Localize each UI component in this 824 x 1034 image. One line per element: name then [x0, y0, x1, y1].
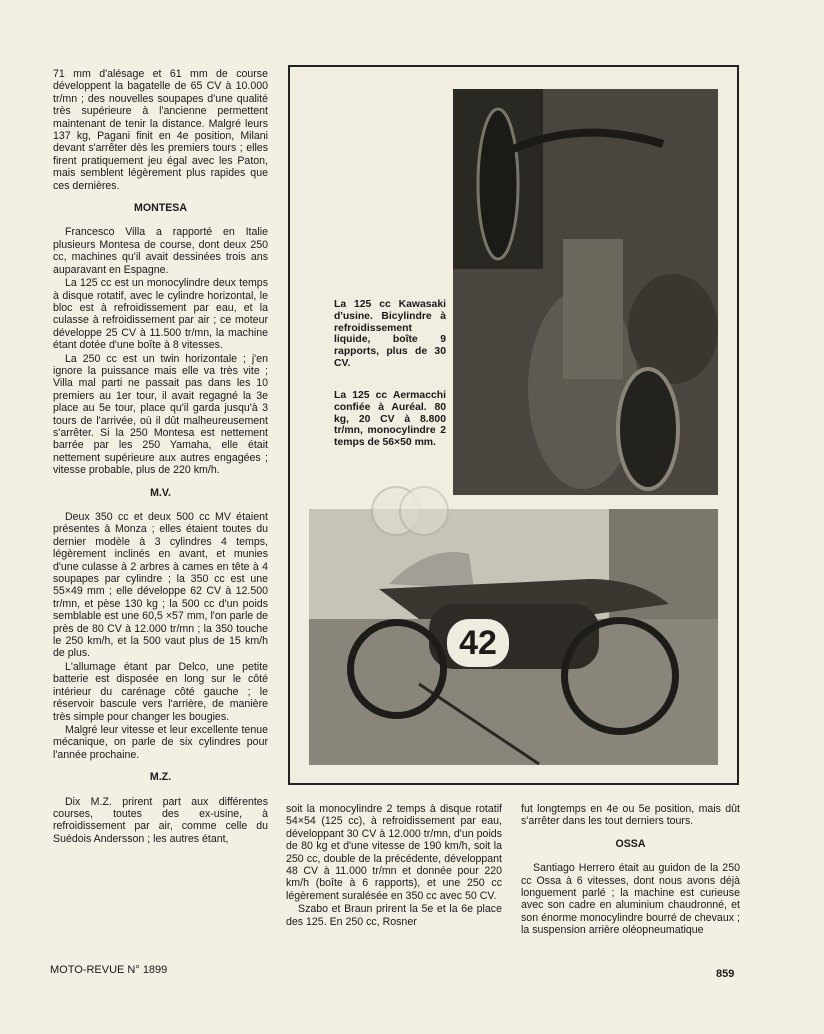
text-column-3 [521, 803, 740, 938]
caption-kawasaki: La 125 cc Kawasaki d'usine. Bicylindre à refroidissement liquide, boîte 9 rapports, plus de 30 CV. [334, 299, 446, 369]
aermacchi-photo [309, 509, 718, 765]
montesa-paragraph-2: La 125 cc est un monocylindre deux temps à disque rotatif, avec le cylindre horizontal, le bloc est à refroidissement par eau, et la culasse à refroidissement par air ; ce moteur développe 25 CV à 11.500 tr/mn, la machine étant dotée d'une boîte à 8 vitesses. [53, 277, 268, 352]
mv-paragraph-3: Malgré leur vitesse et leur excellente tenue mécanique, on parle de six cylindres pour l'année prochaine. [53, 723, 268, 761]
intro-paragraph: 71 mm d'alésage et 61 mm de course développent la bagatelle de 65 CV à 10.000 tr/mn ; des nouvelles soupapes d'une qualité très supérieure à l'ancienne permettent maintenant de tenir la distance. Malgré leurs 137 kg, Pagani finit en 4e position, Milani devant s'arrêter dès les premiers tours ; elles firent pratiquement jeu égal avec les Paton, mais semblent légèrement plus rapides que ces dernières. [53, 68, 268, 192]
race-number: 42 [447, 619, 509, 667]
page-number: 859 [716, 968, 735, 980]
montesa-paragraph-1: Francesco Villa a rapporté en Italie plusieurs Montesa de course, dont deux 250 cc, machines qu'il avait dessinées trois ans auparavant en Espagne. [53, 226, 268, 276]
mv-paragraph-2: L'allumage étant par Delco, une petite batterie est disposée en long sur le côté intérieur du carénage côté gauche ; le réservoir bascule vers l'arrière, de manière très simple pour changer les bougies. [53, 660, 268, 723]
rear-wheel [561, 617, 679, 735]
mz-continued-paragraph: soit la monocylindre 2 temps à disque rotatif 54×54 (125 cc), à refroidissement par eau, développant 30 CV à 12.000 tr/mn, d'un poids de 80 kg et d'une vitesse de 190 km/h, soit la 250 cc, double de la précédente, développant 48 CV à 11.000 tr/mn et donnée pour 220 km/h (boîte à 6 rapports), et une 250 cc légèrement suralésée en 350 cc avec 50 CV. [286, 803, 502, 902]
magazine-footer: MOTO-REVUE N° 1899 [50, 964, 168, 976]
section-heading-ossa: OSSA [615, 837, 646, 850]
rosner-continued-paragraph: fut longtemps en 4e ou 5e position, mais dût s'arrêter dans les tout derniers tours. [521, 803, 740, 828]
ossa-paragraph-1: Santiago Herrero était au guidon de la 250 cc Ossa à 6 vitesses, dont nous avons déjà longuement parlé ; la machine est curieuse avec son cadre en aluminium chaudronné, et son énorme monocylindre bourré de chevaux ; la suspension arrière oléopneumatique [521, 862, 740, 937]
caption-aermacchi: La 125 cc Aermacchi confiée à Auréal. 80 kg, 20 CV à 8.800 tr/mn, monocylindre 2 temps de 56×50 mm. [334, 390, 446, 449]
watermark-logo [368, 483, 450, 539]
mz-paragraph-1: Dix M.Z. prirent part aux différentes courses, toutes des ex-usine, à refroidissement par air, comme celle du Suédois Andersson ; les autres étant, [53, 795, 268, 845]
section-heading-mz: M.Z. [149, 771, 172, 784]
mv-paragraph-1: Deux 350 cc et deux 500 cc MV étaient présentes à Monza ; elles étaient toutes du dernier modèle à 3 cylindres 4 temps, légèrement inclinés en avant, et munies d'une culasse à 2 arbres à cames en tête à 4 soupapes par cylindre ; la 350 cc est une 55×49 mm ; elle développe 62 CV à 12.500 tr/mn, et pèse 130 kg ; la 500 cc d'un poids semblable est une 60,5 ×57 mm, l'on parle de près de 80 CV à 12.000 tr/mn ; la 350 touche le 250 km/h, et la 500 vaut plus de 15 km/h de plus. [53, 511, 268, 660]
section-heading-montesa: MONTESA [134, 202, 187, 215]
kawasaki-photo [453, 89, 718, 495]
motorcycle-front-illustration [453, 89, 718, 495]
text-column-1 [53, 68, 268, 846]
text-column-2 [286, 803, 502, 929]
section-heading-mv: M.V. [150, 486, 171, 499]
mz-results-paragraph: Szabo et Braun prirent la 5e et la 6e place des 125. En 250 cc, Rosner [286, 903, 502, 928]
front-wheel [347, 619, 447, 719]
montesa-paragraph-3: La 250 cc est un twin horizontale ; j'en ignore la puissance mais elle va très vite ; Villa mal parti ne passait pas dans les 10 premiers au 1er tour, il avait regagné la 3e place au 5e tour, place qu'il garda jusqu'à 3 tours de l'arrivée, où il dût malheureusement s'arrêter. Si la 250 Montesa est nettement barrée par les 250 Yamaha, elle était nettement supérieure aux autres engagées ; vitesse probable, plus de 220 km/h. [53, 352, 268, 477]
